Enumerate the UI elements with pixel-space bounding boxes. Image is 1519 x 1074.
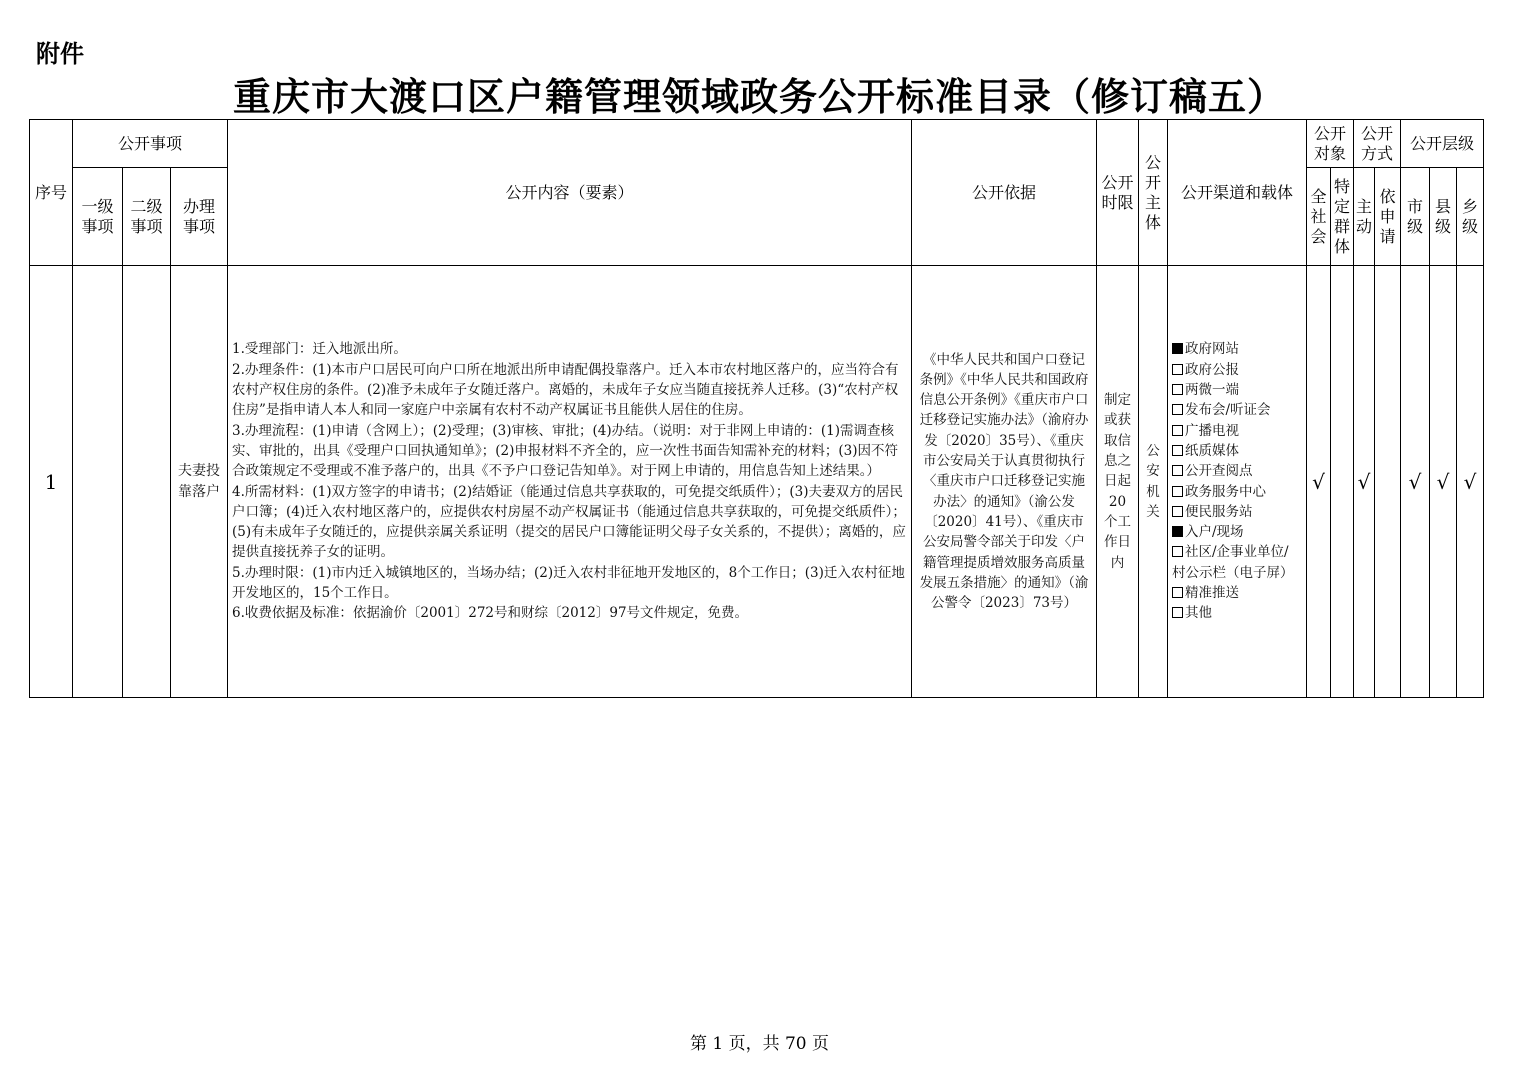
header-method-apply-text: 依申请 (1379, 186, 1396, 246)
header-public-matters: 公开事项 (73, 120, 228, 168)
cell-level2 (123, 266, 171, 698)
header-target-specific (1331, 168, 1354, 266)
channel-label: 公开查阅点 (1185, 463, 1253, 480)
content-line: 3.办理流程：(1)申请（含网上）；(2)受理；(3)审核、审批；(4)办结。（说明：对于非网上申请的：(1)需调查核实、审批的，出具《受理户口回执通知单》；(2)申报材料不齐全的，应一次性书面告知需补充的材料；(3)因不符合政策规定不受理或不准予落户的，出具《不予户口登记告知单》。对于网上申请的，用信息告知上述结果。） (232, 422, 898, 480)
header-method-active-text: 主动 (1355, 196, 1372, 236)
document-title: 重庆市大渡口区户籍管理领域政务公开标准目录（修订稿五） (232, 74, 1286, 119)
cell-handle-text: 夫妻投靠落户 (178, 462, 220, 500)
unchecked-box-icon (1172, 587, 1183, 598)
cell-subject-text: 公安机关 (1146, 442, 1160, 520)
page-footer: 第 1 页，共 70 页 (689, 1034, 830, 1054)
channel-item (1172, 482, 1302, 502)
cell-level-town: √ (1457, 266, 1484, 698)
unchecked-box-icon (1172, 425, 1183, 436)
content-line: 6.收费依据及标准：依据渝价〔2001〕272号和财综〔2012〕97号文件规定，免费。 (232, 605, 749, 622)
channel-label: 便民服务站 (1185, 503, 1253, 520)
checked-box-icon (1172, 343, 1183, 354)
header-level1-text: 一级事项 (81, 196, 114, 236)
unchecked-box-icon (1172, 384, 1183, 395)
cell-time-limit (1097, 266, 1139, 698)
content-line: 1.受理部门：迁入地派出所。 (232, 341, 407, 358)
channel-label: 纸质媒体 (1185, 442, 1239, 459)
channel-label: 政务服务中心 (1185, 483, 1266, 500)
channel-item (1172, 461, 1302, 481)
header-basis: 公开依据 (912, 120, 1097, 266)
header-handle-text: 办理事项 (182, 196, 215, 236)
channel-item (1172, 583, 1302, 603)
cell-content (228, 266, 912, 698)
cell-subject (1139, 266, 1168, 698)
header-time-limit (1097, 120, 1139, 266)
unchecked-box-icon (1172, 364, 1183, 375)
header-seq: 序号 (30, 120, 73, 266)
channel-label: 精准推送 (1185, 584, 1239, 601)
channel-label: 其他 (1185, 605, 1212, 622)
channel-label: 发布会/听证会 (1185, 402, 1271, 419)
header-level: 公开层级 (1401, 120, 1484, 168)
cell-level1 (73, 266, 123, 698)
channel-item (1172, 360, 1302, 380)
unchecked-box-icon (1172, 506, 1183, 517)
unchecked-box-icon (1172, 445, 1183, 456)
unchecked-box-icon (1172, 465, 1183, 476)
channel-item (1172, 400, 1302, 420)
header-method-apply (1375, 168, 1401, 266)
channel-item (1172, 339, 1302, 359)
channel-item (1172, 380, 1302, 400)
header-handle (171, 168, 228, 266)
cell-handle (171, 266, 228, 698)
header-level-city (1401, 168, 1430, 266)
header-method (1354, 120, 1401, 168)
header-level-town (1457, 168, 1484, 266)
unchecked-box-icon (1172, 404, 1183, 415)
cell-level-city: √ (1401, 266, 1430, 698)
header-method-active (1354, 168, 1375, 266)
header-channel: 公开渠道和载体 (1168, 120, 1307, 266)
channel-label: 政府网站 (1185, 341, 1239, 358)
channel-list (1172, 339, 1302, 623)
header-level1 (73, 168, 123, 266)
table-row (30, 266, 1484, 698)
content-line: 2.办理条件：(1)本市户口居民可向户口所在地派出所申请配偶投靠落户。迁入本市农村地区落户的，应当符合有农村产权住房的条件。(2)准予未成年子女随迁落户。离婚的，未成年子女应当随直接抚养人迁移。(3)“农村产权住房”是指申请人本人和同一家庭户中亲属有农村不动产权属证书且能供人居住的住房。 (232, 361, 899, 419)
header-level-city-text: 市级 (1406, 196, 1423, 236)
header-subject (1139, 120, 1168, 266)
header-time-limit-text: 公开时限 (1101, 172, 1134, 212)
cell-level-county: √ (1430, 266, 1457, 698)
header-target-text: 公开对象 (1313, 123, 1346, 163)
unchecked-box-icon (1172, 607, 1183, 618)
channel-label: 入户/现场 (1185, 524, 1244, 541)
header-level-county-text: 县级 (1434, 196, 1451, 236)
header-level2-text: 二级事项 (130, 196, 163, 236)
cell-method-apply (1375, 266, 1401, 698)
catalog-table (29, 119, 1484, 698)
unchecked-box-icon (1172, 486, 1183, 497)
channel-label: 广播电视 (1185, 422, 1239, 439)
header-level-county (1430, 168, 1457, 266)
cell-channels (1168, 266, 1307, 698)
header-subject-text: 公开主体 (1144, 152, 1161, 232)
header-level-town-text: 乡级 (1461, 196, 1478, 236)
content-line: 5.办理时限：(1)市内迁入城镇地区的，当场办结；(2)迁入农村非征地开发地区的，8个工作日；(3)迁入农村征地开发地区的，15个工作日。 (232, 564, 905, 601)
header-target-specific-text: 特定群体 (1333, 176, 1350, 256)
cell-time-limit-text: 制定或获取信息之日起20个工作日内 (1104, 392, 1131, 571)
channel-item (1172, 421, 1302, 441)
content-line: 4.所需材料：(1)双方签字的申请书；(2)结婚证（能通过信息共享获取的，可免提交纸质件）；(3)夫妻双方的居民户口簿；(4)迁入农村地区落户的，应提供农村房屋不动产权属证书（能通过信息共享获取的，可免提交纸质件）；(5)有未成年子女随迁的，应提供亲属关系证明（提交的居民户口簿能证明父母子女关系的，不提供）；离婚的，应提供直接抚养子女的证明。 (232, 483, 906, 561)
header-target (1307, 120, 1354, 168)
channel-item (1172, 441, 1302, 461)
header-content: 公开内容（要素） (228, 120, 912, 266)
cell-target-all: √ (1307, 266, 1331, 698)
unchecked-box-icon (1172, 546, 1183, 557)
channel-item (1172, 502, 1302, 522)
attachment-label: 附件 (36, 40, 84, 68)
cell-target-specific (1331, 266, 1354, 698)
header-target-all-text: 全社会 (1310, 186, 1327, 246)
header-target-all (1307, 168, 1331, 266)
cell-seq: 1 (30, 266, 73, 698)
header-method-text: 公开方式 (1360, 123, 1393, 163)
cell-method-active: √ (1354, 266, 1375, 698)
channel-label: 两微一端 (1185, 382, 1239, 399)
channel-label: 社区/企事业单位/村公示栏（电子屏） (1172, 544, 1294, 581)
channel-label: 政府公报 (1185, 361, 1239, 378)
header-level2 (123, 168, 171, 266)
cell-basis: 《中华人民共和国户口登记条例》《中华人民共和国政府信息公开条例》《重庆市户口迁移登记实施办法》（渝府办发〔2020〕35号）、《重庆市公安局关于认真贯彻执行〈重庆市户口迁移登记实施办法〉的通知》（渝公发〔2020〕41号）、《重庆市公安局警令部关于印发〈户籍管理提质增效服务高质量发展五条措施〉的通知》（渝公警令〔2023〕73号） (912, 266, 1097, 698)
checked-box-icon (1172, 526, 1183, 537)
channel-item (1172, 603, 1302, 623)
channel-item (1172, 542, 1302, 583)
channel-item (1172, 522, 1302, 542)
